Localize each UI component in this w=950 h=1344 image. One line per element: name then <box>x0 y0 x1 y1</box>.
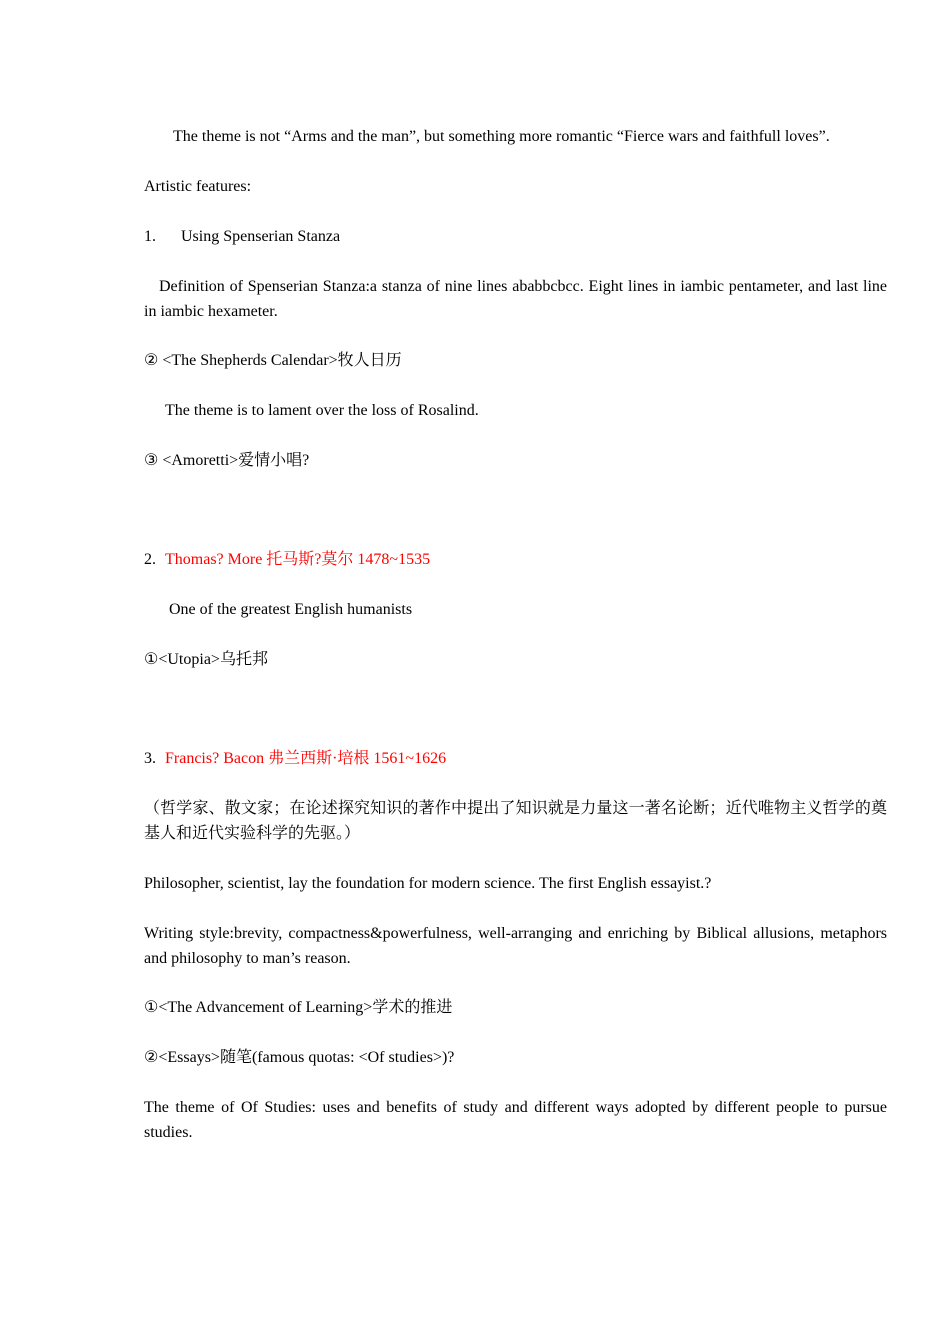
artistic-features-heading: Artistic features: <box>144 178 252 195</box>
of-studies-theme: The theme of Of Studies: uses and benefits of study and different ways adopted by different people to pursue studies. <box>144 1099 887 1141</box>
list-item-1 <box>144 224 887 249</box>
writing-style: Writing style:brevity, compactness&powerfulness, well-arranging and enriching by Biblical allusions, metaphors and philosophy to man’s reason. <box>144 925 887 967</box>
more-description: One of the greatest English humanists <box>169 601 413 618</box>
author-heading-bacon: Francis? Bacon 弗兰西斯·培根 1561~1626 <box>165 750 447 767</box>
bacon-chinese-note: （哲学家、散文家；在论述探究知识的著作中提出了知识就是力量这一著名论断；近代唯物主义哲学的奠基人和近代实验科学的先驱。） <box>144 800 887 842</box>
spenserian-definition: Definition of Spenserian Stanza:a stanza of nine lines ababbcbcc. Eight lines in iambic pentameter, and last line in iambic hexameter. <box>144 278 887 320</box>
list-item-text: Using Spenserian Stanza <box>181 228 341 245</box>
amoretti-item: ③ <Amoretti>爱情小唱? <box>144 452 310 469</box>
list-number: 1. <box>144 228 156 245</box>
theme-line: The theme is not “Arms and the man”, but something more romantic “Fierce wars and faithfull loves”. <box>173 128 830 145</box>
list-item-3 <box>144 746 887 771</box>
essays-item: ②<Essays>随笔(famous quotas: <Of studies>)? <box>144 1049 455 1066</box>
utopia-item: ①<Utopia>乌托邦 <box>144 651 268 668</box>
shepherds-calendar-theme: The theme is to lament over the loss of Rosalind. <box>165 402 479 419</box>
list-number: 2. <box>144 551 156 568</box>
shepherds-calendar-item: ② <The Shepherds Calendar>牧人日历 <box>144 352 402 369</box>
list-item-2 <box>144 547 887 572</box>
bacon-english-desc: Philosopher, scientist, lay the foundation for modern science. The first English essayist.? <box>144 875 712 892</box>
list-number: 3. <box>144 750 156 767</box>
author-heading-more: Thomas? More 托马斯?莫尔 1478~1535 <box>165 551 431 568</box>
advancement-item: ①<The Advancement of Learning>学术的推进 <box>144 999 453 1016</box>
